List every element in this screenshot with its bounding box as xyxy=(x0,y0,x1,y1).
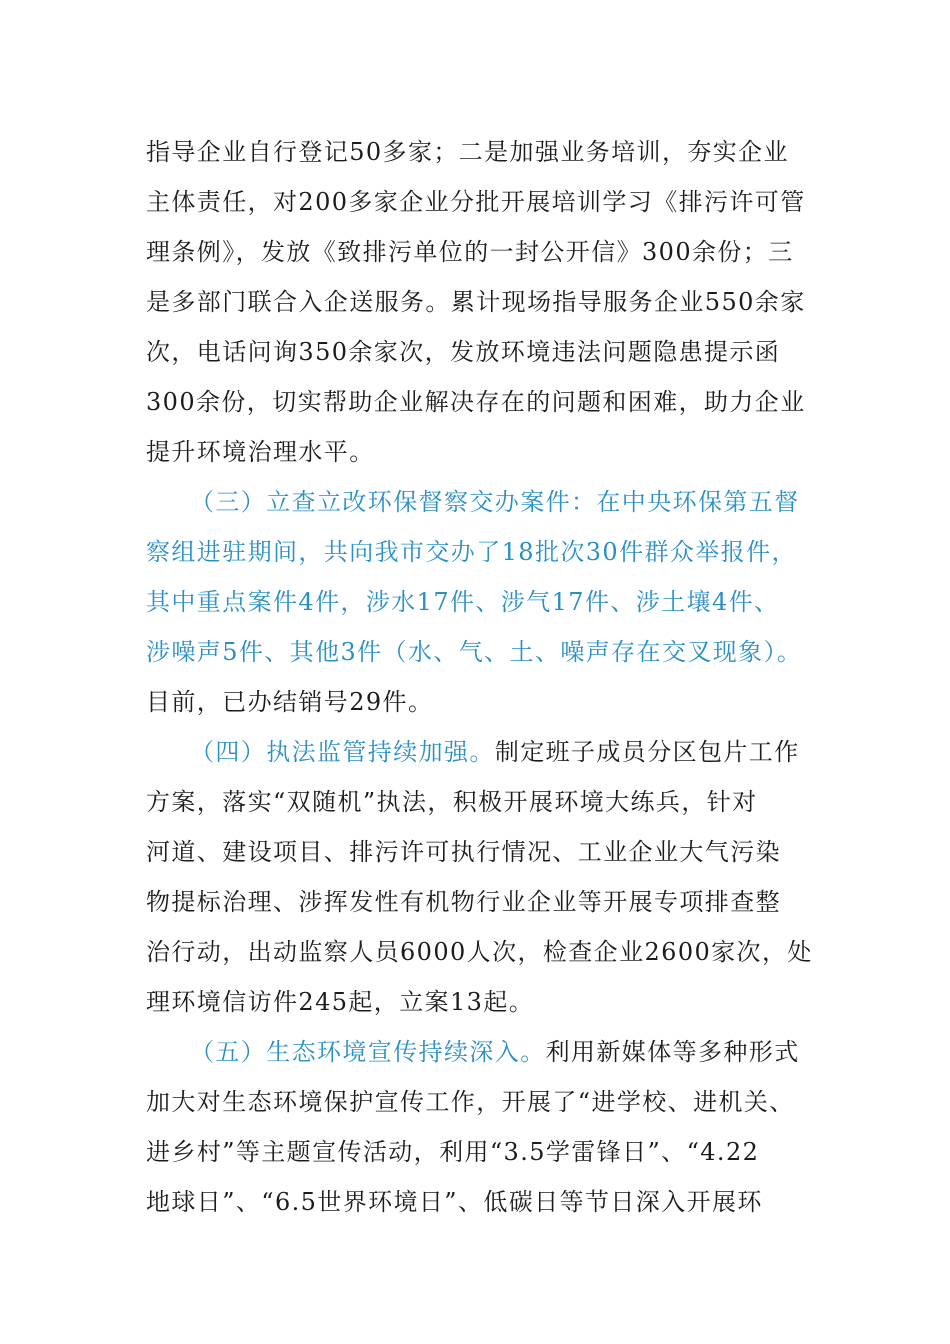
text-line xyxy=(146,632,826,682)
text-line-content: 理条例》，发放《致排污单位的一封公开信》300余份；三 xyxy=(146,238,794,266)
text-line xyxy=(146,932,826,982)
text-line-content: 进乡村”等主题宣传活动，利用“3.5学雷锋日”、“4.22 xyxy=(146,1138,760,1166)
text-line-tail: 利用新媒体等多种形式 xyxy=(545,1038,800,1066)
text-line xyxy=(146,582,826,632)
text-line xyxy=(146,232,826,282)
text-line-content: 河道、建设项目、排污许可执行情况、工业企业大气污染 xyxy=(146,838,781,866)
text-line-content: （三）立查立改环保督察交办案件：在中央环保第五督 xyxy=(190,488,800,516)
text-line-content: 300余份，切实帮助企业解决存在的问题和困难，助力企业 xyxy=(146,388,806,416)
text-line-content: （五）生态环境宣传持续深入。 xyxy=(190,1038,546,1066)
text-line xyxy=(146,732,826,782)
text-line-tail: 制定班子成员分区包片工作 xyxy=(494,738,800,766)
text-line-content: 物提标治理、涉挥发性有机物行业企业等开展专项排查整 xyxy=(146,888,781,916)
text-line-content: 察组进驻期间，共向我市交办了18批次30件群众举报件， xyxy=(146,538,797,566)
text-line-content: 目前，已办结销号29件。 xyxy=(146,688,434,716)
text-line-content: 方案，落实“双随机”执法，积极开展环境大练兵，针对 xyxy=(146,788,758,816)
text-line xyxy=(146,1182,826,1232)
text-line xyxy=(146,382,826,432)
text-line-content: 地球日”、“6.5世界环境日”、低碳日等节日深入开展环 xyxy=(146,1188,763,1216)
text-line xyxy=(146,532,826,582)
text-line xyxy=(146,432,826,482)
text-line xyxy=(146,1082,826,1132)
text-line-content: 治行动，出动监察人员6000人次，检查企业2600家次，处 xyxy=(146,938,813,966)
document-body xyxy=(146,132,826,1232)
text-line-content: 次，电话问询350余家次，发放环境违法问题隐患提示函 xyxy=(146,338,781,366)
text-line-content: 是多部门联合入企送服务。累计现场指导服务企业550余家 xyxy=(146,288,806,316)
text-line xyxy=(146,282,826,332)
text-line xyxy=(146,182,826,232)
text-line xyxy=(146,982,826,1032)
text-line-content: 理环境信访件245起，立案13起。 xyxy=(146,988,535,1016)
text-line-content: 其中重点案件4件，涉水17件、涉气17件、涉土壤4件、 xyxy=(146,588,780,616)
text-line xyxy=(146,482,826,532)
text-line xyxy=(146,132,826,182)
text-line xyxy=(146,882,826,932)
text-line-content: 加大对生态环境保护宣传工作，开展了“进学校、进机关、 xyxy=(146,1088,795,1116)
text-line xyxy=(146,782,826,832)
text-line xyxy=(146,1132,826,1182)
text-line-content: 主体责任，对200多家企业分批开展培训学习《排污许可管 xyxy=(146,188,806,216)
text-line-content: 指导企业自行登记50多家；二是加强业务培训，夯实企业 xyxy=(146,138,789,166)
text-line xyxy=(146,832,826,882)
text-line-content: 涉噪声5件、其他3件（水、气、土、噪声存在交叉现象）。 xyxy=(146,638,803,666)
text-line xyxy=(146,1032,826,1082)
text-line xyxy=(146,332,826,382)
text-line xyxy=(146,682,826,732)
text-line-content: （四）执法监管持续加强。 xyxy=(190,738,495,766)
text-line-content: 提升环境治理水平。 xyxy=(146,438,375,466)
